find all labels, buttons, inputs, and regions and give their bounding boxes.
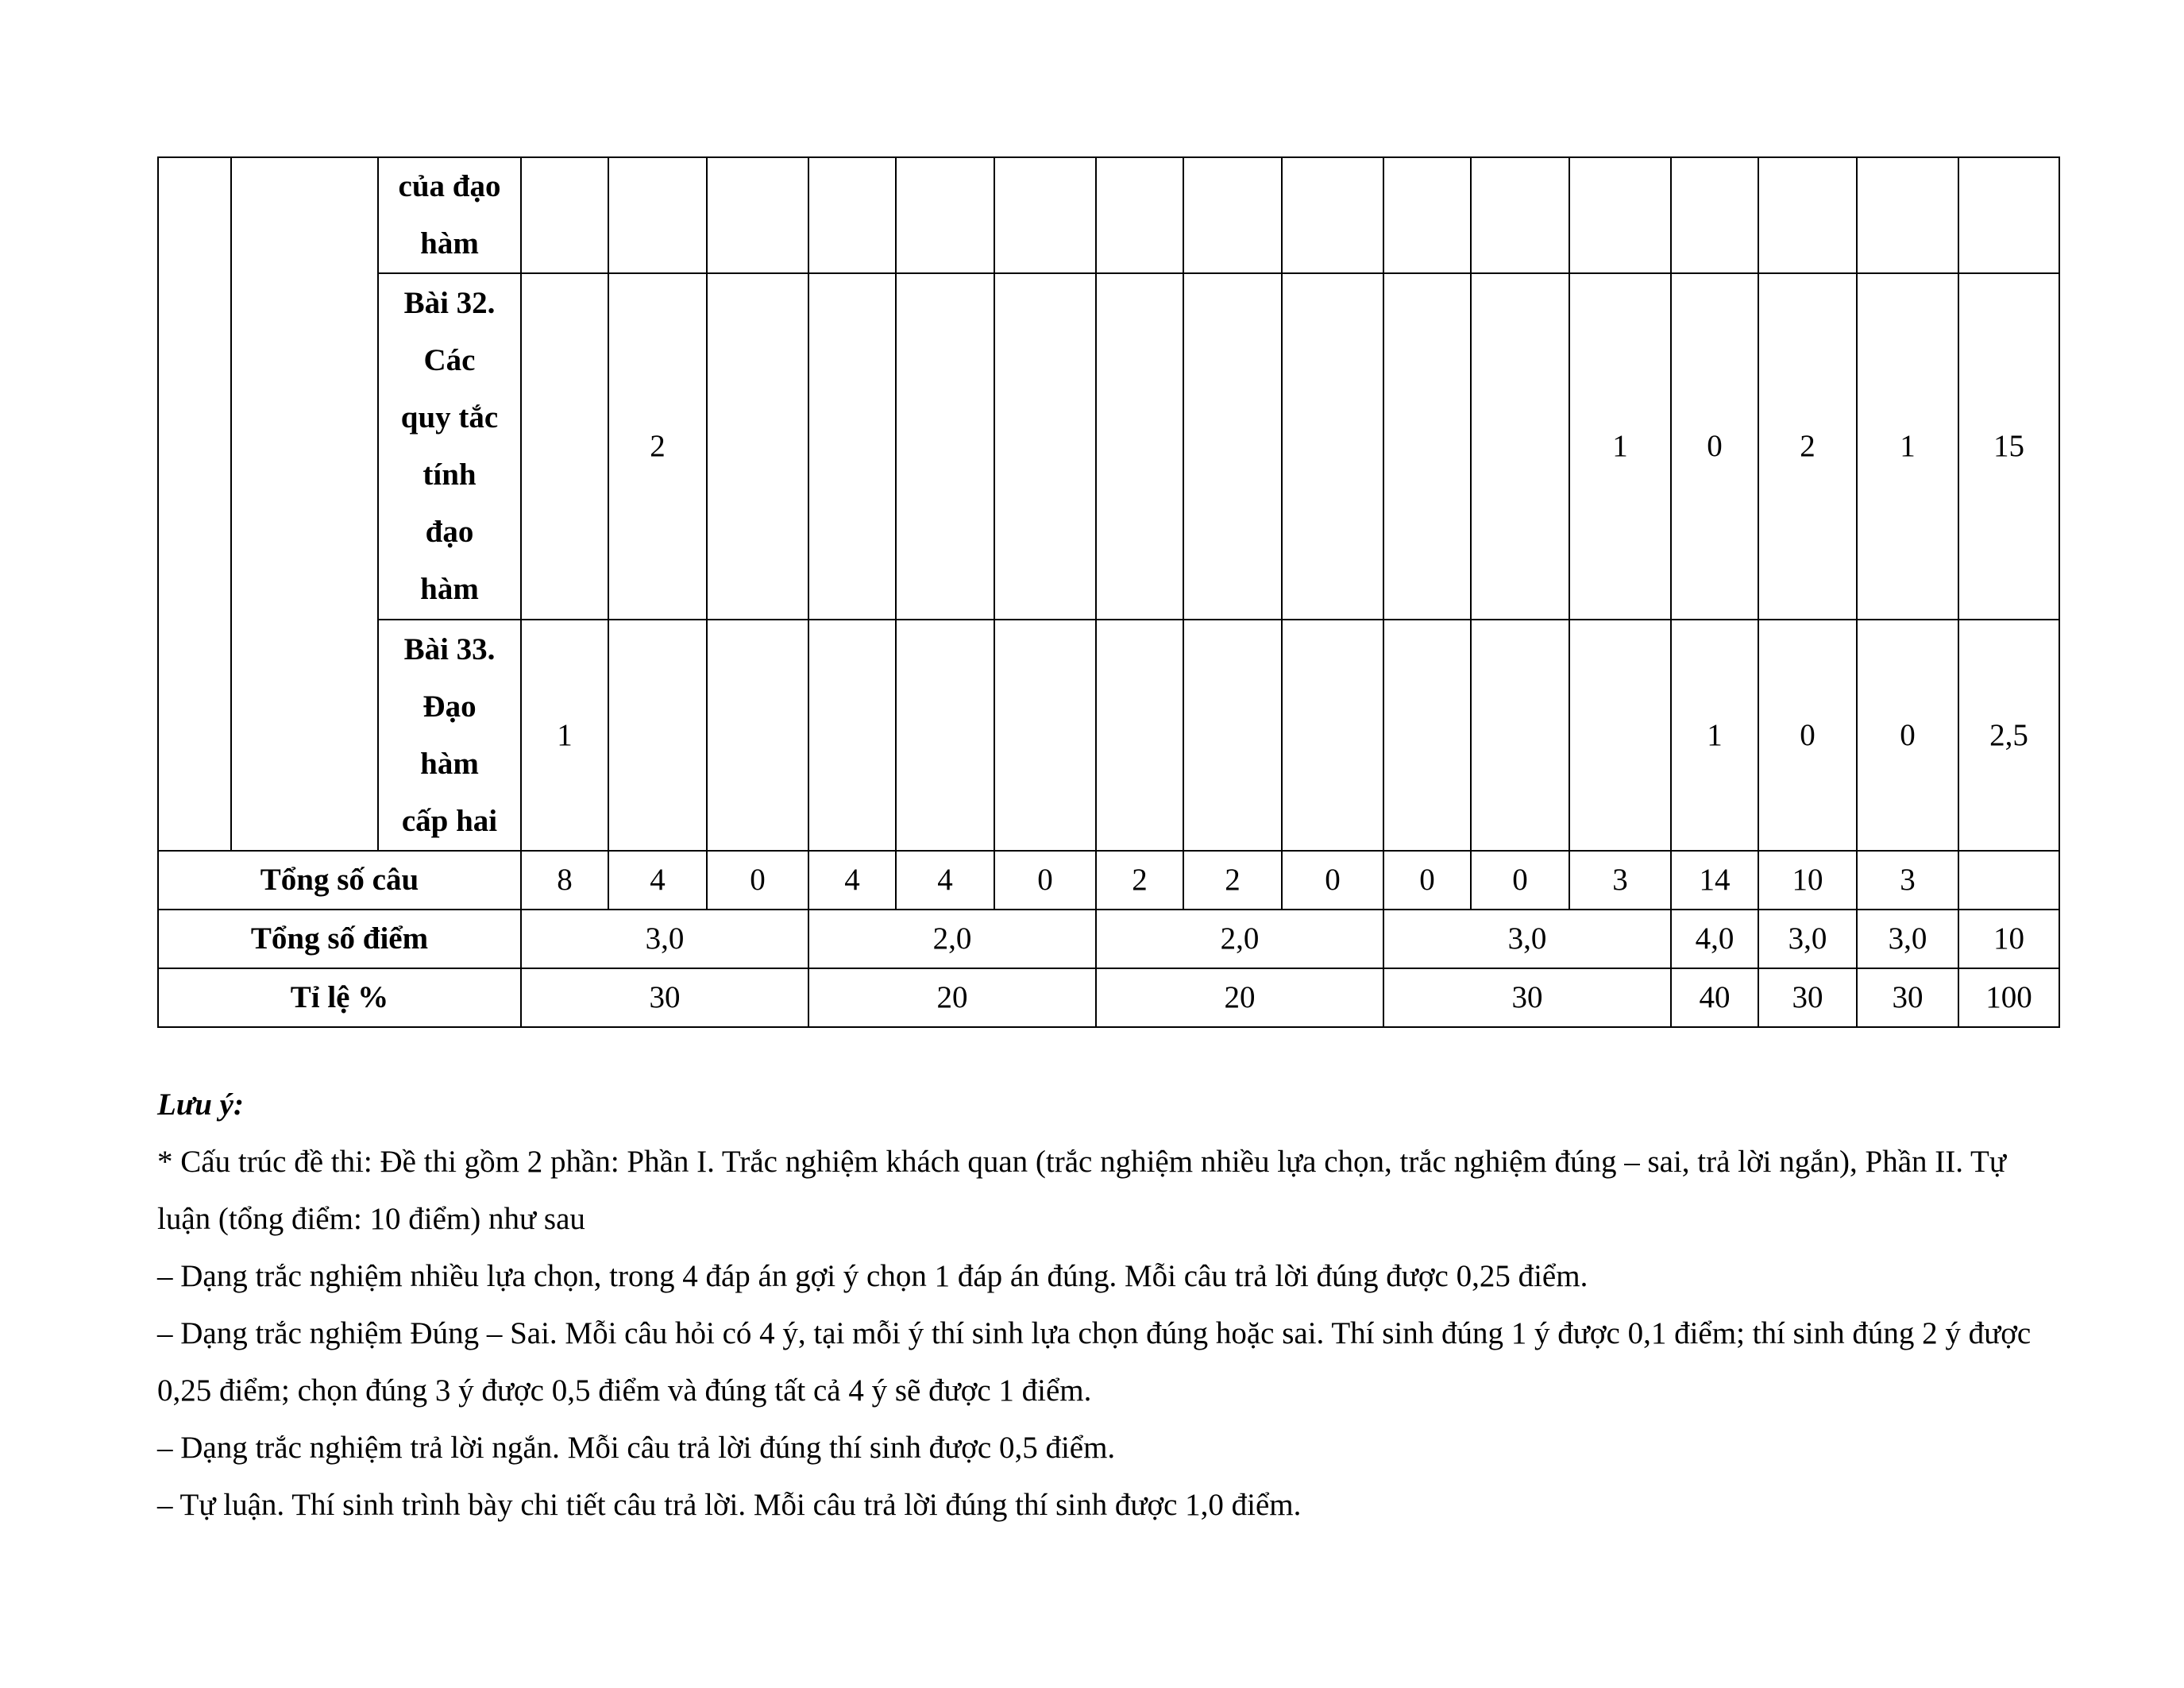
note-true-false: – Dạng trắc nghiệm Đúng – Sai. Mỗi câu hỏi có 4 ý, tại mỗi ý thí sinh lựa chọn đúng hoặc sai. Thí sinh đúng 1 ý được 0,1 điểm; thí sinh đúng 2 ý được 0,25 điểm; chọn đúng 3 ý được 0,5 điểm và đúng tất cả 4 ý sẽ được 1 điểm. <box>157 1316 2032 1408</box>
data-cell: 3 <box>1857 851 1958 910</box>
total-points-label: Tổng số điểm <box>158 910 521 968</box>
note-essay: – Tự luận. Thí sinh trình bày chi tiết câu trả lời. Mỗi câu trả lời đúng thí sinh được 1,0 điểm. <box>157 1488 1302 1522</box>
data-cell <box>521 273 608 620</box>
data-cell: 0 <box>1471 851 1569 910</box>
data-cell <box>1096 157 1183 273</box>
group-cell: 3,0 <box>521 910 808 968</box>
table-row <box>158 620 2059 851</box>
data-cell <box>994 620 1096 851</box>
notes-title: Lưu ý: <box>157 1087 244 1122</box>
group-cell: 3,0 <box>1383 910 1671 968</box>
data-cell <box>1282 273 1383 620</box>
data-cell: 3,0 <box>1758 910 1857 968</box>
group-cell: 2,0 <box>1096 910 1383 968</box>
data-cell <box>1958 157 2059 273</box>
data-cell <box>808 273 896 620</box>
percentage-row <box>158 968 2059 1027</box>
data-cell <box>1183 273 1282 620</box>
note-structure: * Cấu trúc đề thi: Đề thi gồm 2 phần: Phần I. Trắc nghiệm khách quan (trắc nghiệm nhiều lựa chọn, trắc nghiệm đúng – sai, trả lời ngắn), Phần II. Tự luận (tổng điểm: 10 điểm) như sau <box>157 1145 2007 1236</box>
note-multiple-choice: – Dạng trắc nghiệm nhiều lựa chọn, trong 4 đáp án gợi ý chọn 1 đáp án đúng. Mỗi câu trả lời đúng được 0,25 điểm. <box>157 1259 1588 1293</box>
data-cell: 10 <box>1958 910 2059 968</box>
data-cell: 2 <box>1096 851 1183 910</box>
data-cell: 0 <box>994 851 1096 910</box>
data-cell: 2 <box>1758 273 1857 620</box>
data-cell: 2 <box>608 273 707 620</box>
data-cell <box>1471 273 1569 620</box>
data-cell <box>521 157 608 273</box>
data-cell <box>1958 851 2059 910</box>
data-cell: 0 <box>1857 620 1958 851</box>
data-cell <box>896 273 994 620</box>
data-cell <box>1096 273 1183 620</box>
group-cell: 30 <box>521 968 808 1027</box>
data-cell: 40 <box>1671 968 1758 1027</box>
total-questions-row <box>158 851 2059 910</box>
data-cell: 10 <box>1758 851 1857 910</box>
table-row <box>158 273 2059 620</box>
data-cell: 15 <box>1958 273 2059 620</box>
data-cell: 4 <box>608 851 707 910</box>
data-cell: 0 <box>1671 273 1758 620</box>
lesson-cell: của đạo hàm <box>378 157 521 273</box>
data-cell: 0 <box>1282 851 1383 910</box>
total-questions-label: Tổng số câu <box>158 851 521 910</box>
data-cell: 0 <box>1758 620 1857 851</box>
data-cell <box>1758 157 1857 273</box>
group-cell: 20 <box>1096 968 1383 1027</box>
data-cell <box>1183 620 1282 851</box>
data-cell <box>1096 620 1183 851</box>
topic-name-cell <box>231 157 378 851</box>
data-cell: 0 <box>707 851 808 910</box>
data-cell: 0 <box>1383 851 1471 910</box>
lesson-cell: Bài 33. Đạo hàm cấp hai <box>378 620 521 851</box>
data-cell <box>1471 620 1569 851</box>
data-cell: 2,5 <box>1958 620 2059 851</box>
data-cell <box>808 620 896 851</box>
total-points-row <box>158 910 2059 968</box>
data-cell <box>1282 157 1383 273</box>
data-cell: 3 <box>1569 851 1671 910</box>
data-cell <box>1383 157 1471 273</box>
percentage-label: Tỉ lệ % <box>158 968 521 1027</box>
group-cell: 2,0 <box>808 910 1096 968</box>
data-cell: 1 <box>521 620 608 851</box>
data-cell <box>707 157 808 273</box>
group-cell: 30 <box>1383 968 1671 1027</box>
data-cell: 30 <box>1758 968 1857 1027</box>
data-cell <box>1383 273 1471 620</box>
data-cell: 4 <box>896 851 994 910</box>
data-cell <box>1569 620 1671 851</box>
note-short-answer: – Dạng trắc nghiệm trả lời ngắn. Mỗi câu trả lời đúng thí sinh được 0,5 điểm. <box>157 1431 1116 1465</box>
data-cell: 1 <box>1569 273 1671 620</box>
data-cell <box>1857 157 1958 273</box>
group-cell: 20 <box>808 968 1096 1027</box>
data-cell: 1 <box>1671 620 1758 851</box>
table-row <box>158 157 2059 273</box>
exam-matrix-table <box>157 156 2060 1028</box>
data-cell: 100 <box>1958 968 2059 1027</box>
data-cell <box>1183 157 1282 273</box>
data-cell <box>1671 157 1758 273</box>
data-cell <box>707 273 808 620</box>
lesson-cell: Bài 32. Các quy tắc tính đạo hàm <box>378 273 521 620</box>
data-cell <box>994 157 1096 273</box>
data-cell: 8 <box>521 851 608 910</box>
data-cell <box>707 620 808 851</box>
data-cell <box>1282 620 1383 851</box>
data-cell <box>994 273 1096 620</box>
data-cell <box>608 620 707 851</box>
data-cell: 14 <box>1671 851 1758 910</box>
data-cell: 30 <box>1857 968 1958 1027</box>
data-cell: 1 <box>1857 273 1958 620</box>
data-cell: 4,0 <box>1671 910 1758 968</box>
topic-number-cell <box>158 157 231 851</box>
data-cell <box>808 157 896 273</box>
data-cell <box>608 157 707 273</box>
data-cell <box>1471 157 1569 273</box>
data-cell <box>896 620 994 851</box>
data-cell <box>1569 157 1671 273</box>
notes-section <box>157 1076 2055 1534</box>
data-cell <box>896 157 994 273</box>
data-cell: 4 <box>808 851 896 910</box>
data-cell: 2 <box>1183 851 1282 910</box>
data-cell: 3,0 <box>1857 910 1958 968</box>
data-cell <box>1383 620 1471 851</box>
